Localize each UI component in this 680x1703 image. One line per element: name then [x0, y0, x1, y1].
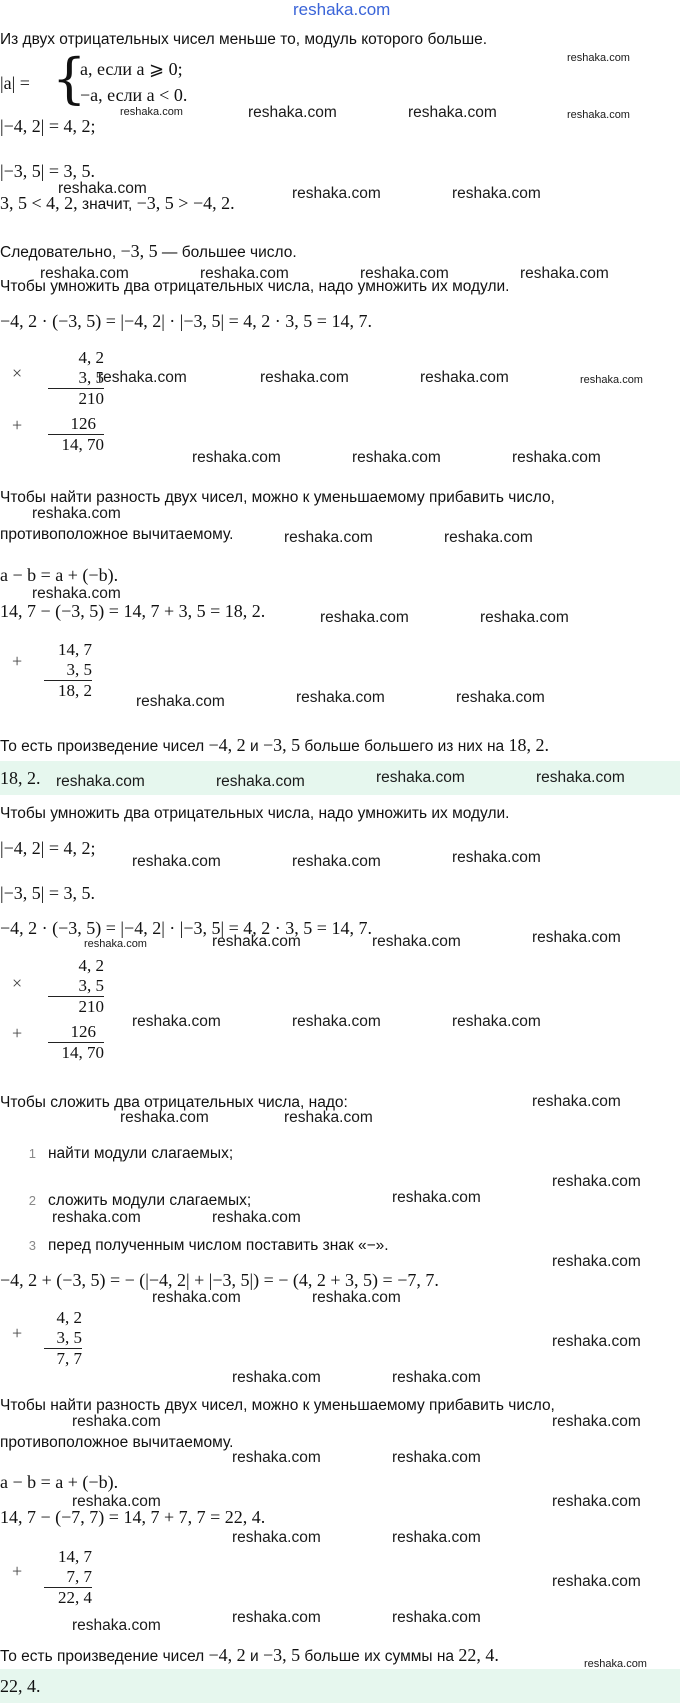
- list-number: 3: [28, 1238, 36, 1253]
- watermark-text: reshaka.com: [292, 853, 381, 870]
- watermark-text: reshaka.com: [72, 1413, 161, 1430]
- watermark-text: reshaka.com: [584, 1658, 647, 1670]
- watermark-text: reshaka.com: [132, 853, 221, 870]
- watermark-text: reshaka.com: [32, 585, 121, 602]
- conclusion-number: −3, 5: [120, 241, 158, 261]
- watermark-text: reshaka.com: [98, 369, 187, 386]
- rule-subtract-text-1: Чтобы найти разность двух чисел, можно к уменьшаемому прибавить число,: [0, 1397, 555, 1414]
- partial-product-1: 210: [78, 389, 104, 408]
- watermark-text: reshaka.com: [532, 929, 621, 946]
- sum-result: 7, 7: [56, 1349, 82, 1368]
- rule-subtract-text-2: противоположное вычитаемому.: [0, 1434, 234, 1451]
- final-number-1: −4, 2: [208, 1645, 246, 1665]
- rule-multiply-text: Чтобы умножить два отрицательных числа, надо умножить их модули.: [0, 278, 510, 295]
- watermark-text: reshaka.com: [248, 104, 337, 121]
- product-result: 14, 70: [61, 1043, 104, 1062]
- site-header-logo[interactable]: reshaka.com: [293, 0, 391, 19]
- multiply-equation: −4, 2 · (−3, 5) = |−4, 2| · |−3, 5| = 4, 2 · 3, 5 = 14, 7.: [0, 311, 372, 331]
- column-addition: [44, 640, 92, 701]
- final-number-2: −3, 5: [262, 735, 301, 755]
- final-number-3: 22, 4.: [458, 1645, 499, 1665]
- brace-symbol: {: [52, 47, 87, 110]
- watermark-text: reshaka.com: [200, 265, 289, 282]
- sum-result: 22, 4: [58, 1588, 92, 1607]
- conclusion-a: Следовательно,: [0, 244, 121, 261]
- watermark-text: reshaka.com: [452, 1013, 541, 1030]
- list-item: [0, 1145, 233, 1163]
- sum-result: 18, 2: [58, 681, 92, 700]
- watermark-text: reshaka.com: [480, 609, 569, 626]
- watermark-text: reshaka.com: [452, 849, 541, 866]
- watermark-text: reshaka.com: [212, 1209, 301, 1226]
- watermark-text: reshaka.com: [444, 529, 533, 546]
- abs-value-1: |−4, 2| = 4, 2;: [0, 116, 96, 136]
- watermark-text: reshaka.com: [580, 374, 643, 386]
- watermark-text: reshaka.com: [232, 1609, 321, 1626]
- watermark-text: reshaka.com: [536, 769, 625, 786]
- final-number-2: −3, 5: [262, 1645, 301, 1665]
- watermark-text: reshaka.com: [216, 773, 305, 790]
- abs-definition-lhs: |a| =: [0, 73, 30, 93]
- watermark-text: reshaka.com: [372, 933, 461, 950]
- watermark-text: reshaka.com: [520, 265, 609, 282]
- watermark-text: reshaka.com: [56, 773, 145, 790]
- product-result: 14, 70: [61, 435, 104, 454]
- watermark-text: reshaka.com: [292, 1013, 381, 1030]
- list-text: найти модули слагаемых;: [48, 1145, 234, 1162]
- partial-product-2: 126: [48, 414, 104, 435]
- conclusion-line: [0, 240, 297, 263]
- watermark-text: reshaka.com: [284, 529, 373, 546]
- plus-sign: +: [12, 415, 23, 435]
- column-addition: [44, 1547, 92, 1608]
- watermark-text: reshaka.com: [284, 1109, 373, 1126]
- factor-b: 3, 5: [48, 368, 104, 389]
- watermark-text: reshaka.com: [567, 52, 630, 64]
- times-sign: ×: [12, 363, 23, 383]
- addend-a: 4, 2: [56, 1308, 82, 1327]
- watermark-text: reshaka.com: [132, 1013, 221, 1030]
- watermark-text: reshaka.com: [392, 1189, 481, 1206]
- answer-value: 22, 4.: [0, 1676, 41, 1696]
- abs-case-positive: a, если a ⩾ 0;: [80, 59, 183, 79]
- watermark-text: reshaka.com: [452, 185, 541, 202]
- rule-add-text: Чтобы сложить два отрицательных числа, надо:: [0, 1094, 348, 1111]
- watermark-text: reshaka.com: [408, 104, 497, 121]
- subtract-equation: 14, 7 − (−3, 5) = 14, 7 + 3, 5 = 18, 2.: [0, 601, 266, 621]
- watermark-text: reshaka.com: [352, 449, 441, 466]
- watermark-text: reshaka.com: [376, 769, 465, 786]
- watermark-text: reshaka.com: [292, 185, 381, 202]
- abs-value-2: |−3, 5| = 3, 5.: [0, 883, 96, 903]
- watermark-text: reshaka.com: [392, 1449, 481, 1466]
- addend-a: 14, 7: [58, 1547, 92, 1566]
- answer-value: 18, 2.: [0, 768, 41, 788]
- rule-subtract-text-1: Чтобы найти разность двух чисел, можно к уменьшаемому прибавить число,: [0, 489, 555, 506]
- list-text: сложить модули слагаемых;: [48, 1192, 252, 1209]
- final-statement: [0, 734, 549, 757]
- plus-sign: +: [12, 651, 23, 671]
- watermark-text: reshaka.com: [58, 180, 147, 197]
- watermark-text: reshaka.com: [232, 1369, 321, 1386]
- addend-b: 7, 7: [44, 1567, 92, 1588]
- watermark-text: reshaka.com: [120, 1109, 209, 1126]
- multiply-equation: −4, 2 · (−3, 5) = |−4, 2| · |−3, 5| = 4, 2 · 3, 5 = 14, 7.: [0, 918, 372, 938]
- watermark-text: reshaka.com: [260, 369, 349, 386]
- addition-equation: −4, 2 + (−3, 5) = − (|−4, 2| + |−3, 5|) = − (4, 2 + 3, 5) = −7, 7.: [0, 1270, 439, 1290]
- times-sign: ×: [12, 973, 23, 993]
- final-text-a: То есть произведение чисел: [0, 1648, 209, 1665]
- subtract-formula: a − b = a + (−b).: [0, 1472, 119, 1492]
- watermark-text: reshaka.com: [392, 1609, 481, 1626]
- watermark-text: reshaka.com: [296, 689, 385, 706]
- final-statement: [0, 1644, 499, 1667]
- abs-case-negative: −a, если a < 0.: [80, 85, 188, 105]
- answer-band: [0, 1669, 680, 1703]
- watermark-text: reshaka.com: [532, 1093, 621, 1110]
- subtract-formula: a − b = a + (−b).: [0, 565, 119, 585]
- list-number: 2: [28, 1193, 36, 1208]
- final-and: и: [245, 738, 263, 755]
- addend-b: 3, 5: [44, 1328, 82, 1349]
- addend-b: 3, 5: [44, 660, 92, 681]
- watermark-text: reshaka.com: [392, 1529, 481, 1546]
- column-addition: [44, 1308, 82, 1369]
- watermark-text: reshaka.com: [552, 1493, 641, 1510]
- watermark-text: reshaka.com: [360, 265, 449, 282]
- watermark-text: reshaka.com: [312, 1289, 401, 1306]
- watermark-text: reshaka.com: [32, 505, 121, 522]
- comparison-word: значит,: [77, 196, 137, 213]
- partial-product-2: 126: [48, 1022, 104, 1043]
- factor-a: 4, 2: [78, 348, 104, 367]
- watermark-text: reshaka.com: [552, 1173, 641, 1190]
- addend-a: 14, 7: [58, 640, 92, 659]
- column-multiplication: [48, 348, 104, 455]
- column-multiplication: [48, 956, 104, 1063]
- final-number-1: −4, 2: [208, 735, 246, 755]
- factor-a: 4, 2: [78, 956, 104, 975]
- watermark-text: reshaka.com: [456, 689, 545, 706]
- watermark-text: reshaka.com: [512, 449, 601, 466]
- watermark-text: reshaka.com: [552, 1333, 641, 1350]
- watermark-text: reshaka.com: [120, 106, 183, 118]
- abs-value-1: |−4, 2| = 4, 2;: [0, 838, 96, 858]
- watermark-text: reshaka.com: [72, 1617, 161, 1634]
- watermark-text: reshaka.com: [420, 369, 509, 386]
- final-and: и: [245, 1648, 263, 1665]
- rule-compare-text: Из двух отрицательных чисел меньше то, модуль которого больше.: [0, 31, 488, 48]
- final-number-3: 18, 2.: [508, 735, 549, 755]
- list-number: 1: [28, 1146, 36, 1161]
- plus-sign: +: [12, 1561, 23, 1581]
- watermark-text: reshaka.com: [52, 1209, 141, 1226]
- watermark-text: reshaka.com: [152, 1289, 241, 1306]
- watermark-text: reshaka.com: [232, 1449, 321, 1466]
- watermark-text: reshaka.com: [320, 609, 409, 626]
- conclusion-b: — большее число.: [157, 244, 297, 261]
- plus-sign: +: [12, 1023, 23, 1043]
- factor-b: 3, 5: [48, 976, 104, 997]
- watermark-text: reshaka.com: [552, 1413, 641, 1430]
- watermark-text: reshaka.com: [136, 693, 225, 710]
- watermark-text: reshaka.com: [212, 933, 301, 950]
- final-text-a: То есть произведение чисел: [0, 738, 209, 755]
- watermark-text: reshaka.com: [552, 1573, 641, 1590]
- comparison-b: −3, 5 > −4, 2.: [136, 193, 235, 213]
- watermark-text: reshaka.com: [84, 938, 147, 950]
- watermark-text: reshaka.com: [567, 109, 630, 121]
- rule-subtract-text-2: противоположное вычитаемому.: [0, 526, 234, 543]
- watermark-text: reshaka.com: [232, 1529, 321, 1546]
- list-item: [0, 1237, 389, 1255]
- plus-sign: +: [12, 1323, 23, 1343]
- list-text: перед полученным числом поставить знак «−».: [48, 1237, 389, 1254]
- list-item: [0, 1192, 251, 1210]
- comparison-a: 3, 5 < 4, 2,: [0, 193, 78, 213]
- watermark-text: reshaka.com: [392, 1369, 481, 1386]
- rule-multiply-text: Чтобы умножить два отрицательных числа, надо умножить их модули.: [0, 805, 510, 822]
- final-text-b: больше их суммы на: [300, 1648, 459, 1665]
- watermark-text: reshaka.com: [192, 449, 281, 466]
- watermark-text: reshaka.com: [72, 1493, 161, 1510]
- abs-value-2: |−3, 5| = 3, 5.: [0, 161, 96, 181]
- partial-product-1: 210: [78, 997, 104, 1016]
- subtract-equation: 14, 7 − (−7, 7) = 14, 7 + 7, 7 = 22, 4.: [0, 1507, 266, 1527]
- watermark-text: reshaka.com: [552, 1253, 641, 1270]
- watermark-text: reshaka.com: [40, 265, 129, 282]
- final-text-b: больше большего из них на: [300, 738, 509, 755]
